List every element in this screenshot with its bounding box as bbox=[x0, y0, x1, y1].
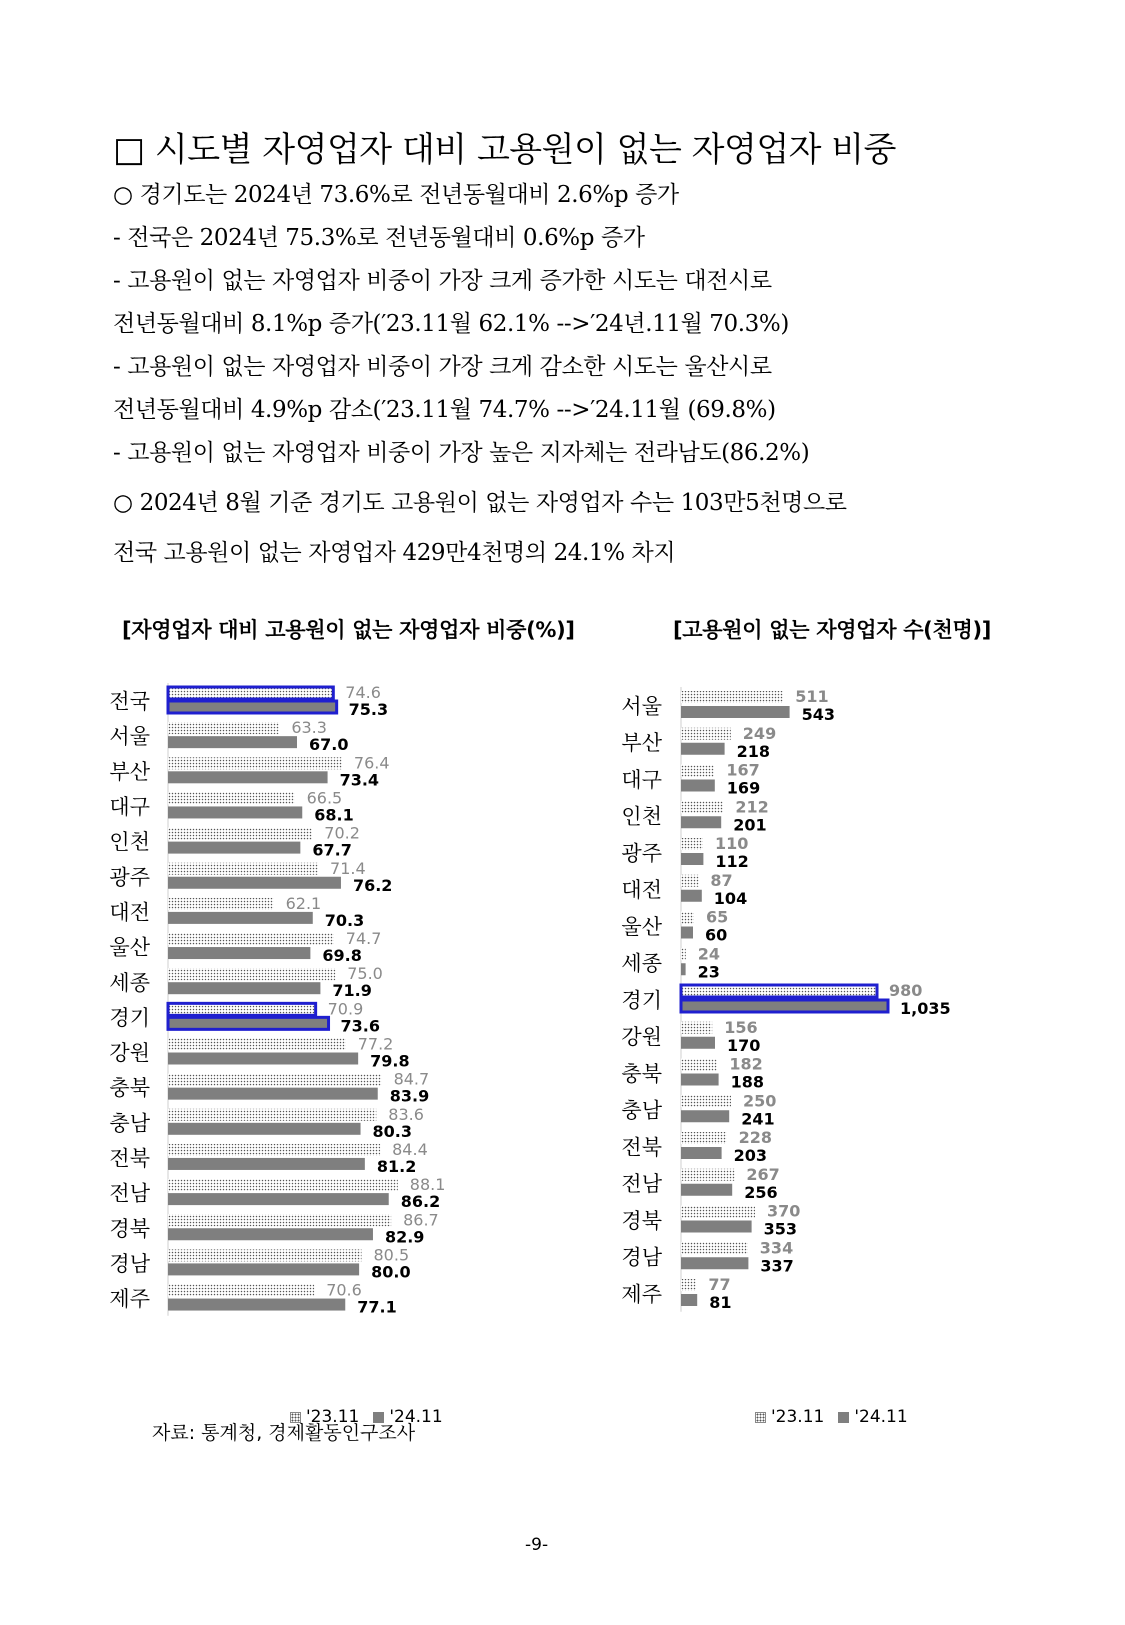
bar-2024 bbox=[168, 1123, 361, 1135]
bullet-line: ○ 2024년 8월 기준 경기도 고용원이 없는 자영업자 수는 103만5천명으로 bbox=[113, 490, 847, 516]
legend-label-2024: '24.11 bbox=[854, 1407, 908, 1427]
data-label-2023: 76.4 bbox=[353, 753, 390, 773]
data-label-2023: 267 bbox=[746, 1164, 780, 1184]
bar-2023 bbox=[168, 1285, 314, 1297]
bar-2023 bbox=[168, 687, 333, 699]
bar-2023 bbox=[681, 1095, 731, 1107]
bar-2023 bbox=[168, 1179, 398, 1191]
bar-2023 bbox=[681, 1242, 748, 1254]
data-label-2023: 83.6 bbox=[388, 1104, 424, 1124]
data-label-2024: 256 bbox=[744, 1182, 778, 1202]
category-label: 서울 bbox=[109, 724, 150, 749]
data-label-2024: 75.3 bbox=[348, 700, 389, 719]
legend-label-2023: '23.11 bbox=[306, 1407, 360, 1427]
data-label-2024: 73.4 bbox=[339, 770, 380, 790]
data-label-2024: 203 bbox=[733, 1146, 768, 1165]
category-label: 강원 bbox=[621, 1025, 662, 1050]
bar-2024 bbox=[168, 842, 300, 854]
data-label-2023: 182 bbox=[729, 1054, 763, 1074]
bar-2023 bbox=[681, 1279, 696, 1291]
data-label-2024: 543 bbox=[801, 705, 836, 724]
bar-2024 bbox=[681, 927, 693, 939]
data-label-2023: 66.5 bbox=[306, 788, 343, 808]
data-label-2024: 77.1 bbox=[357, 1297, 397, 1317]
bar-2024 bbox=[168, 1088, 378, 1100]
legend-label-2023: '23.11 bbox=[771, 1407, 825, 1427]
category-label: 울산 bbox=[621, 914, 662, 939]
bar-2023 bbox=[681, 912, 694, 924]
bar-2023 bbox=[168, 792, 295, 804]
bar-2024 bbox=[168, 701, 337, 713]
bar-2024 bbox=[681, 853, 703, 865]
data-label-2023: 70.6 bbox=[326, 1280, 362, 1300]
page-title: □ 시도별 자영업자 대비 고용원이 없는 자영업자 비중 bbox=[113, 130, 896, 170]
bar-2023 bbox=[168, 1144, 380, 1156]
category-label: 경북 bbox=[621, 1208, 662, 1233]
data-label-2024: 81 bbox=[709, 1293, 732, 1312]
source-note: 자료: 통계청, 경제활동인구조사 bbox=[152, 1422, 416, 1444]
bar-2024 bbox=[168, 806, 302, 818]
bar-2023 bbox=[168, 968, 335, 980]
category-label: 부산 bbox=[109, 759, 150, 784]
bar-2023 bbox=[681, 1022, 712, 1034]
category-label: 전국 bbox=[109, 689, 150, 714]
category-label: 울산 bbox=[109, 935, 150, 960]
category-label: 대구 bbox=[109, 795, 150, 820]
category-label: 전북 bbox=[109, 1146, 150, 1171]
bar-2023 bbox=[168, 757, 342, 769]
bar-2023 bbox=[681, 838, 703, 850]
data-label-2023: 86.7 bbox=[403, 1210, 439, 1230]
bar-2023 bbox=[168, 863, 318, 875]
category-label: 인천 bbox=[109, 830, 150, 855]
bar-2024 bbox=[681, 743, 725, 755]
bar-2024 bbox=[681, 1221, 752, 1233]
data-label-2024: 201 bbox=[733, 815, 767, 835]
data-label-2024: 76.2 bbox=[352, 875, 393, 895]
bar-2023 bbox=[168, 828, 312, 840]
bar-2023 bbox=[681, 1169, 734, 1181]
data-label-2024: 82.9 bbox=[384, 1227, 425, 1247]
category-label: 광주 bbox=[109, 865, 150, 890]
data-label-2023: 334 bbox=[759, 1238, 794, 1258]
data-label-2023: 156 bbox=[724, 1017, 758, 1037]
category-label: 대전 bbox=[621, 878, 662, 903]
bar-2024 bbox=[168, 947, 310, 959]
category-label: 인천 bbox=[621, 804, 662, 829]
bar-2023 bbox=[168, 722, 279, 734]
category-label: 전남 bbox=[109, 1181, 150, 1206]
bar-2024 bbox=[681, 1110, 729, 1122]
data-label-2023: 110 bbox=[715, 834, 749, 853]
bar-2023 bbox=[681, 691, 783, 703]
data-label-2024: 337 bbox=[760, 1256, 794, 1276]
category-label: 세종 bbox=[109, 970, 150, 995]
page-number: -9- bbox=[525, 1535, 549, 1555]
bar-2024 bbox=[681, 780, 715, 792]
category-label: 대전 bbox=[109, 900, 150, 925]
data-label-2023: 249 bbox=[742, 723, 777, 743]
data-label-2024: 68.1 bbox=[314, 805, 354, 825]
bar-2024 bbox=[681, 816, 721, 828]
bullet-line: 전국 고용원이 없는 자영업자 429만4천명의 24.1% 차지 bbox=[113, 540, 676, 566]
data-label-2024: 112 bbox=[715, 852, 749, 871]
legend-label-2024: '24.11 bbox=[389, 1407, 443, 1427]
bar-2024 bbox=[168, 1299, 345, 1311]
category-label: 충북 bbox=[621, 1061, 662, 1086]
data-label-2024: 104 bbox=[713, 888, 748, 908]
data-label-2024: 81.2 bbox=[376, 1156, 417, 1176]
data-label-2023: 71.4 bbox=[330, 858, 366, 878]
data-label-2023: 84.7 bbox=[393, 1069, 430, 1089]
data-label-2023: 370 bbox=[767, 1201, 801, 1221]
category-label: 경기 bbox=[621, 988, 662, 1013]
bar-2023 bbox=[681, 1059, 717, 1071]
bar-2023 bbox=[168, 1249, 362, 1261]
data-label-2023: 74.6 bbox=[345, 683, 381, 702]
bullet-line: ○ 경기도는 2024년 73.6%로 전년동월대비 2.6%p 증가 bbox=[113, 182, 679, 208]
category-label: 경남 bbox=[109, 1251, 150, 1276]
bar-2023 bbox=[168, 898, 274, 910]
bar-2023 bbox=[681, 801, 723, 813]
bar-2024 bbox=[168, 982, 320, 994]
category-label: 충남 bbox=[621, 1098, 662, 1123]
bar-2023 bbox=[681, 728, 731, 740]
bar-2023 bbox=[681, 875, 698, 887]
bar-2024 bbox=[168, 912, 313, 924]
data-label-2023: 74.7 bbox=[345, 929, 382, 949]
category-label: 제주 bbox=[621, 1282, 662, 1307]
data-label-2024: 73.6 bbox=[340, 1016, 381, 1036]
category-label: 서울 bbox=[621, 694, 662, 719]
data-label-2024: 70.3 bbox=[324, 910, 365, 930]
data-label-2023: 24 bbox=[697, 944, 721, 964]
category-label: 부산 bbox=[621, 731, 662, 756]
legend-count bbox=[755, 1407, 922, 1427]
data-label-2023: 250 bbox=[743, 1091, 777, 1111]
data-label-2024: 67.0 bbox=[309, 735, 349, 755]
bar-2024 bbox=[168, 771, 328, 783]
bar-2024 bbox=[681, 1294, 697, 1306]
data-label-2024: 86.2 bbox=[400, 1192, 441, 1212]
bar-2024 bbox=[168, 1158, 365, 1170]
data-label-2024: 69.8 bbox=[322, 946, 362, 966]
data-label-2023: 980 bbox=[889, 981, 923, 1000]
bar-2024 bbox=[681, 1147, 722, 1159]
category-label: 광주 bbox=[621, 841, 662, 866]
data-label-2024: 80.0 bbox=[371, 1262, 411, 1282]
chart-title-count: [고용원이 없는 자영업자 수(천명)] bbox=[673, 618, 992, 642]
category-label: 세종 bbox=[621, 951, 662, 976]
data-label-2023: 228 bbox=[738, 1128, 773, 1147]
data-label-2023: 77.2 bbox=[357, 1034, 394, 1054]
bar-2024 bbox=[681, 1037, 715, 1049]
data-label-2024: 353 bbox=[763, 1219, 798, 1239]
bullet-line: - 고용원이 없는 자영업자 비중이 가장 크게 증가한 시도는 대전시로 bbox=[113, 268, 772, 294]
category-label: 제주 bbox=[109, 1287, 150, 1312]
data-label-2024: 218 bbox=[736, 741, 771, 761]
data-label-2023: 88.1 bbox=[409, 1175, 446, 1195]
category-label: 경북 bbox=[109, 1216, 150, 1241]
data-label-2024: 79.8 bbox=[370, 1051, 410, 1071]
data-label-2024: 241 bbox=[741, 1109, 775, 1129]
bar-2023 bbox=[681, 1206, 755, 1218]
bar-2023 bbox=[168, 1109, 376, 1121]
category-label: 충남 bbox=[109, 1111, 150, 1136]
legend-swatch-2023 bbox=[755, 1412, 766, 1423]
bar-2023 bbox=[681, 765, 714, 777]
bar-2024 bbox=[168, 1193, 389, 1205]
data-label-2024: 83.9 bbox=[389, 1086, 430, 1106]
bar-2024 bbox=[168, 1017, 329, 1029]
data-label-2024: 23 bbox=[697, 962, 720, 982]
bar-2024 bbox=[681, 706, 790, 718]
data-label-2023: 167 bbox=[726, 760, 760, 780]
chart-title-ratio: [자영업자 대비 고용원이 없는 자영업자 비중(%)] bbox=[122, 618, 575, 642]
bullet-line: - 고용원이 없는 자영업자 비중이 가장 크게 감소한 시도는 울산시로 bbox=[113, 354, 772, 380]
data-label-2024: 1,035 bbox=[900, 999, 951, 1018]
data-label-2023: 511 bbox=[795, 687, 829, 706]
bar-2024 bbox=[681, 1257, 748, 1269]
data-label-2024: 170 bbox=[727, 1035, 761, 1055]
bullet-line: - 전국은 2024년 75.3%로 전년동월대비 0.6%p 증가 bbox=[113, 225, 645, 251]
bar-2023 bbox=[681, 1132, 727, 1144]
bar-2024 bbox=[168, 1053, 358, 1065]
bar-2023 bbox=[168, 1074, 382, 1086]
legend-swatch-2024 bbox=[838, 1412, 849, 1423]
bar-2024 bbox=[168, 877, 341, 889]
category-label: 대구 bbox=[621, 767, 662, 792]
data-label-2023: 65 bbox=[706, 907, 729, 927]
bar-2024 bbox=[681, 1184, 732, 1196]
data-label-2024: 60 bbox=[705, 925, 728, 945]
bar-2024 bbox=[681, 1000, 888, 1012]
bar-2023 bbox=[681, 985, 877, 997]
bar-2024 bbox=[681, 963, 686, 975]
category-label: 경남 bbox=[621, 1245, 662, 1270]
data-label-2023: 80.5 bbox=[373, 1245, 410, 1265]
bullet-line: 전년동월대비 4.9%p 감소(′23.11월 74.7% -->′24.11월 (69.8%) bbox=[113, 397, 776, 423]
data-label-2023: 70.9 bbox=[327, 999, 364, 1019]
bar-2023 bbox=[168, 1039, 346, 1051]
bar-2023 bbox=[168, 1214, 391, 1226]
bar-2024 bbox=[168, 736, 297, 748]
data-label-2024: 169 bbox=[726, 778, 761, 798]
data-label-2024: 188 bbox=[730, 1072, 765, 1092]
category-label: 전남 bbox=[621, 1172, 662, 1197]
bar-2024 bbox=[168, 1228, 373, 1240]
data-label-2023: 212 bbox=[735, 797, 769, 817]
category-label: 경기 bbox=[109, 1005, 150, 1030]
data-label-2024: 80.3 bbox=[372, 1121, 413, 1141]
data-label-2023: 62.1 bbox=[285, 893, 322, 913]
bar-2024 bbox=[681, 890, 702, 902]
category-label: 강원 bbox=[109, 1041, 150, 1066]
data-label-2024: 67.7 bbox=[312, 840, 352, 860]
bar-2023 bbox=[681, 948, 686, 960]
data-label-2023: 75.0 bbox=[347, 964, 383, 984]
bar-2023 bbox=[168, 933, 334, 945]
bar-2023 bbox=[168, 1003, 316, 1015]
data-label-2023: 77 bbox=[708, 1275, 731, 1294]
category-label: 전북 bbox=[621, 1135, 662, 1160]
data-label-2024: 71.9 bbox=[332, 981, 372, 1001]
bar-2024 bbox=[168, 1263, 359, 1275]
data-label-2023: 63.3 bbox=[291, 718, 327, 738]
bullet-line: 전년동월대비 8.1%p 증가(′23.11월 62.1% -->′24년.11월 70.3%) bbox=[113, 311, 789, 337]
data-label-2023: 70.2 bbox=[324, 823, 360, 843]
category-label: 충북 bbox=[109, 1076, 150, 1101]
bullet-line: - 고용원이 없는 자영업자 비중이 가장 높은 지자체는 전라남도(86.2%) bbox=[113, 440, 810, 466]
data-label-2023: 84.4 bbox=[392, 1139, 428, 1159]
bar-2024 bbox=[681, 1074, 719, 1086]
data-label-2023: 87 bbox=[710, 870, 733, 890]
